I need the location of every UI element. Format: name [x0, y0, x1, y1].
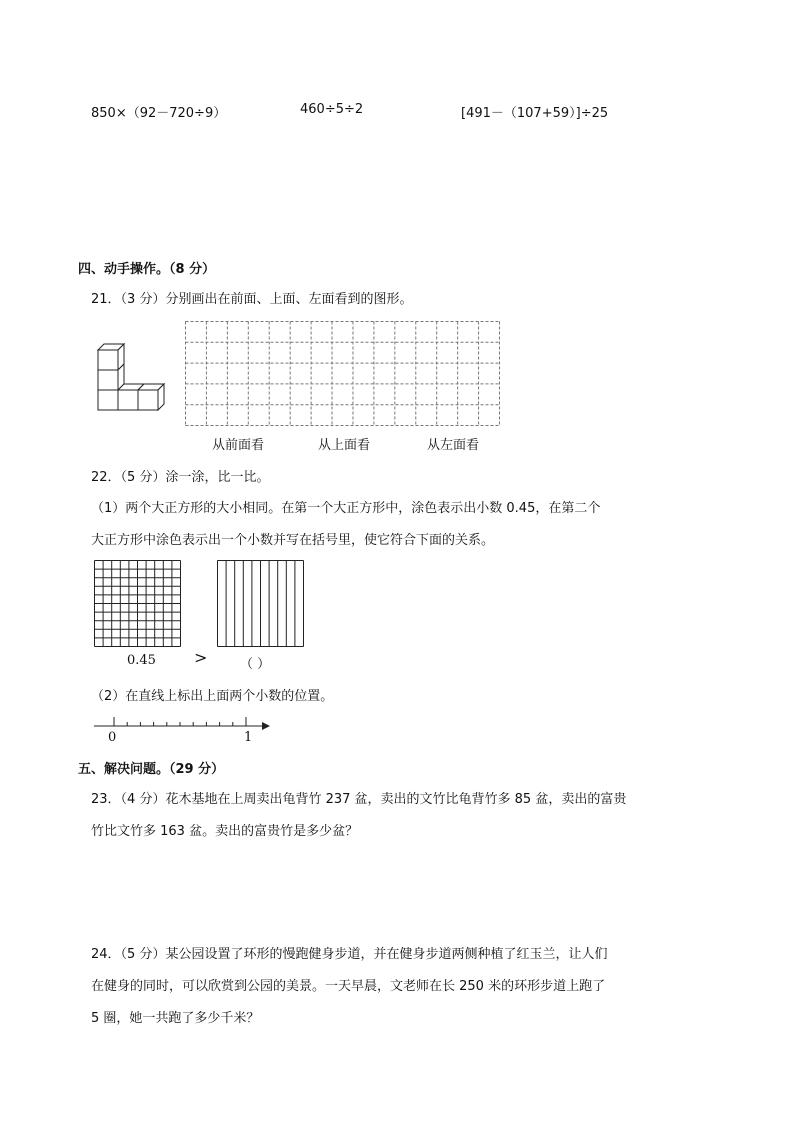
- view-label-top: 从上面看: [318, 438, 371, 453]
- section-5-heading: 五、解决问题。（29 分）: [78, 762, 225, 777]
- question-21-text: 21．（3 分）分别画出在前面、上面、左面看到的图形。: [91, 292, 413, 307]
- section-4-heading: 四、动手操作。（8 分）: [78, 262, 216, 277]
- question-22-part2: （2）在直线上标出上面两个小数的位置。: [91, 689, 334, 704]
- calc-expression-3: [491－（107+59）]÷25: [461, 106, 609, 121]
- right-square-answer-blank: （ ）: [240, 657, 271, 672]
- question-22-part1-line1: （1）两个大正方形的大小相同。在第一个大正方形中，涂色表示出小数 0.45，在第二个: [91, 501, 601, 516]
- question-24-line3: 5 圈，她一共跑了多少千米？: [91, 1011, 260, 1026]
- view-label-left: 从左面看: [427, 438, 480, 453]
- number-line-zero-label: 0: [108, 730, 117, 745]
- dashed-drawing-grid[interactable]: [185, 321, 500, 426]
- question-22-text: 22．（5 分）涂一涂，比一比。: [91, 470, 270, 485]
- calc-expression-1: 850×（92－720÷9）: [91, 106, 227, 121]
- calc-expression-2: 460÷5÷2: [300, 102, 364, 117]
- question-22-part1-line2: 大正方形中涂色表示出一个小数并写在括号里，使它符合下面的关系。: [91, 533, 495, 548]
- question-24-line1: 24．（5 分）某公园设置了环形的慢跑健身步道，并在健身步道两侧种植了红玉兰，让人们: [91, 947, 608, 962]
- view-label-front: 从前面看: [212, 438, 265, 453]
- tenths-strip-square[interactable]: [217, 560, 304, 647]
- question-24-line2: 在健身的同时，可以欣赏到公园的美景。一天早晨，文老师在长 250 米的环形步道上跑了: [91, 979, 606, 994]
- number-line-one-label: 1: [244, 730, 253, 745]
- question-23-line1: 23．（4 分）花木基地在上周卖出龟背竹 237 盆，卖出的文竹比龟背竹多 85 盆，卖出的富贵: [91, 792, 627, 807]
- cube-stack-figure: [94, 338, 166, 414]
- hundred-square-grid[interactable]: [94, 560, 181, 647]
- question-23-line2: 竹比文竹多 163 盆。卖出的富贵竹是多少盆？: [91, 824, 359, 839]
- number-line-arrow: [262, 722, 270, 730]
- left-square-value-label: 0.45: [127, 653, 156, 668]
- greater-than-sign: >: [194, 648, 208, 667]
